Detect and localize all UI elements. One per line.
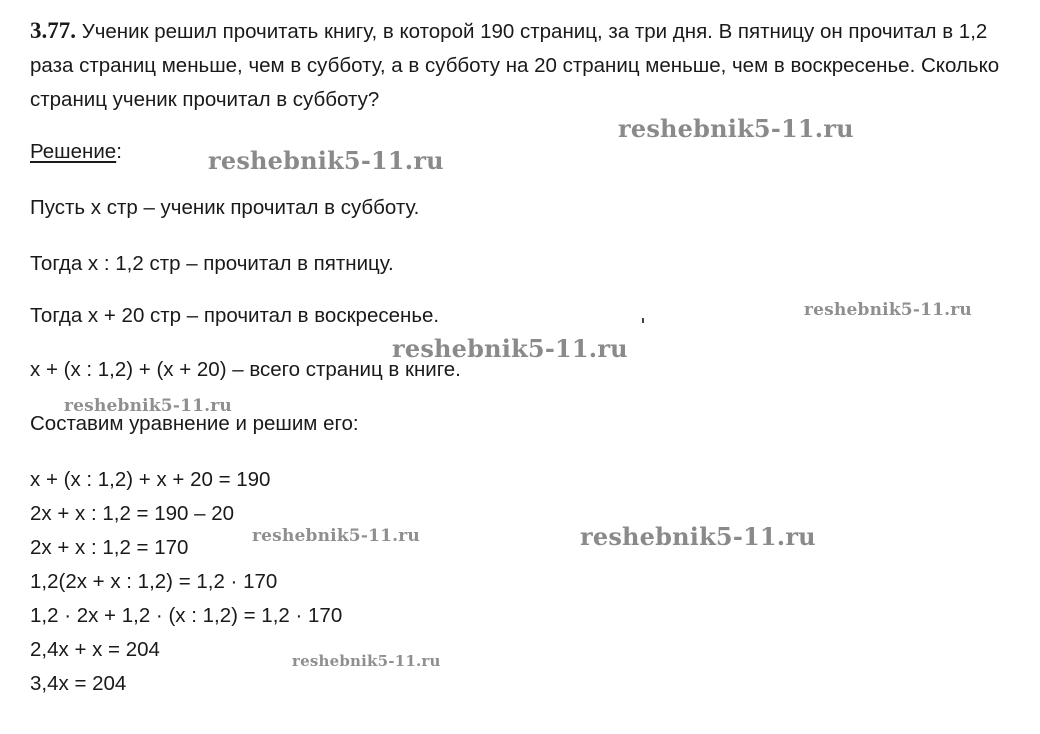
solution-heading-row — [30, 140, 122, 164]
watermark: reshebnik5-11.ru — [64, 396, 232, 416]
solution-heading: Решение — [30, 140, 117, 163]
solution-line-2: Тогда x : 1,2 стр – прочитал в пятницу. — [30, 252, 394, 275]
equation-1: x + (x : 1,2) + x + 20 = 190 — [30, 468, 271, 491]
watermark: reshebnik5-11.ru — [804, 300, 972, 320]
equation-2: 2x + x : 1,2 = 190 – 20 — [30, 502, 235, 525]
equation-5: 1,2 · 2x + 1,2 · (x : 1,2) = 1,2 · 170 — [30, 604, 343, 627]
scan-speck — [642, 318, 644, 323]
equation-3: 2x + x : 1,2 = 170 — [30, 536, 189, 559]
problem-statement — [30, 14, 1030, 117]
solution-line-4: x + (x : 1,2) + (x + 20) – всего страниц в книге. — [30, 358, 461, 381]
solution-heading-colon: : — [116, 140, 122, 163]
solution-line-3: Тогда x + 20 стр – прочитал в воскресенье. — [30, 304, 440, 327]
watermark: reshebnik5-11.ru — [580, 522, 816, 551]
problem-number: 3.77. — [30, 18, 76, 43]
watermark: reshebnik5-11.ru — [618, 114, 854, 143]
watermark: reshebnik5-11.ru — [392, 334, 628, 363]
watermark: reshebnik5-11.ru — [208, 146, 444, 175]
equation-7: 3,4x = 204 — [30, 672, 127, 695]
solution-line-5: Составим уравнение и решим его: — [30, 412, 359, 435]
watermark: reshebnik5-11.ru — [252, 526, 420, 546]
equation-6: 2,4x + x = 204 — [30, 638, 160, 661]
watermark: reshebnik5-11.ru — [292, 652, 441, 670]
equation-4: 1,2(2x + x : 1,2) = 1,2 · 170 — [30, 570, 278, 593]
problem-text: Ученик решил прочитать книгу, в которой 190 страниц, за три дня. В пятницу он прочитал в 1,2 раза страниц меньше, чем в субботу, а в субботу на 20 страниц меньше, чем в воскресенье. Сколько страниц ученик прочитал в субботу? — [30, 20, 1000, 111]
solution-line-1: Пусть x стр – ученик прочитал в субботу. — [30, 196, 420, 219]
